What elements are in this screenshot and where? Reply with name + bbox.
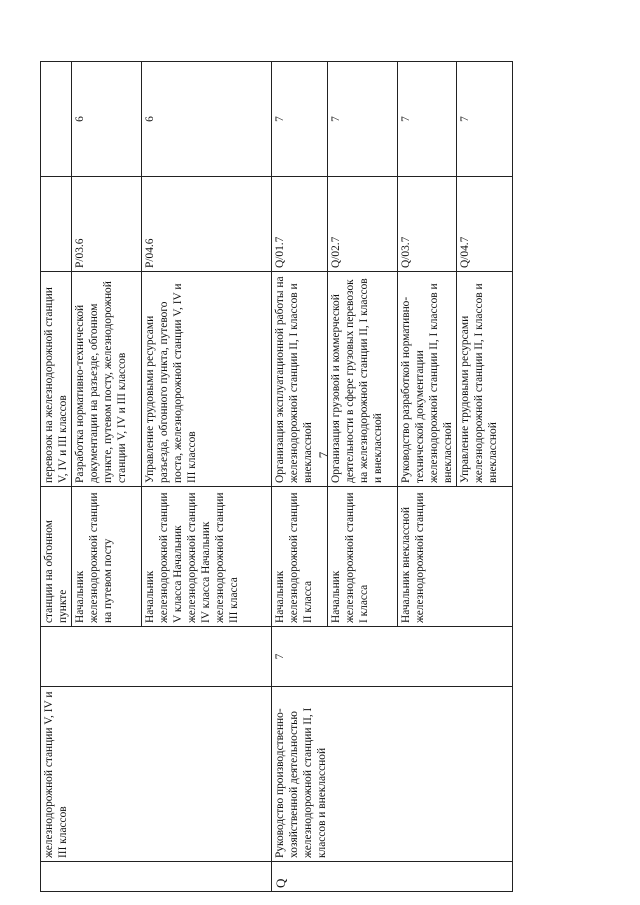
- task-code-cell: Q/02.7: [328, 177, 398, 272]
- positions-cell: станции на обгонном пункте: [41, 487, 72, 627]
- positions-cell: Начальник железнодорожной станции на путевом посту: [72, 487, 142, 627]
- positions-cell: Начальник железнодорожной станции II класса: [272, 487, 328, 627]
- task-code-cell: [41, 177, 72, 272]
- task-level-cell: 7: [272, 62, 328, 177]
- positions-cell: Начальник железнодорожной станции I класса: [328, 487, 398, 627]
- task-level-cell: 6: [142, 62, 272, 177]
- task-cell: Управление трудовыми ресурсами разъезда, обгонного пункта, путевого поста, железнодорожной станции V, IV и III классов: [142, 272, 272, 487]
- task-cell: Управление трудовыми ресурсами железнодорожной станции II, I классов и внеклассной: [457, 272, 513, 487]
- positions-cell: Начальник железнодорожной станции V класса Начальник железнодорожной станции IV класса Начальник железнодорожной станции III класса: [142, 487, 272, 627]
- task-level-cell: 7: [328, 62, 398, 177]
- task-level-cell: 7: [457, 62, 513, 177]
- task-level-cell: 7: [398, 62, 457, 177]
- task-level-cell: 6: [72, 62, 142, 177]
- level-cell: 7: [272, 627, 513, 687]
- task-code-cell: Q/01.7: [272, 177, 328, 272]
- table-row: [41, 62, 72, 892]
- function-cell: железнодорожной станции V, IV и III классов: [41, 687, 272, 862]
- task-cell: Разработка нормативно-технической документации на разъезде, обгонном пункте, путевом посту, железнодорожной станции V, IV и III классов: [72, 272, 142, 487]
- code-cell: [41, 862, 272, 892]
- task-cell: Организация грузовой и коммерческой деятельности в сфере грузовых перевозок на железнодорожной станции II, I классов и внеклассной: [328, 272, 398, 487]
- code-cell: Q: [272, 862, 513, 892]
- function-cell: Руководство производственно-хозяйственной деятельностью железнодорожной станции II, I классов и внеклассной: [272, 687, 513, 862]
- positions-cell: Начальник внеклассной железнодорожной станции: [398, 487, 513, 627]
- task-cell: Руководство разработкой нормативно-технической документации железнодорожной станции II, I классов и внеклассной: [398, 272, 457, 487]
- rotated-table-container: [40, 62, 578, 892]
- task-code-cell: P/03.6: [72, 177, 142, 272]
- task-cell: перевозок на железнодорожной станции V, IV и III классов: [41, 272, 72, 487]
- level-cell: [41, 627, 272, 687]
- task-code-cell: P/04.6: [142, 177, 272, 272]
- task-cell: Организация эксплуатационной работы на железнодорожной станции II, I классов и внеклассной: [272, 272, 328, 487]
- task-code-cell: Q/03.7: [398, 177, 457, 272]
- table-row: [272, 62, 328, 892]
- task-code-cell: Q/04.7: [457, 177, 513, 272]
- task-level-cell: [41, 62, 72, 177]
- competency-table: [40, 61, 513, 892]
- page-number: 7: [316, 451, 331, 459]
